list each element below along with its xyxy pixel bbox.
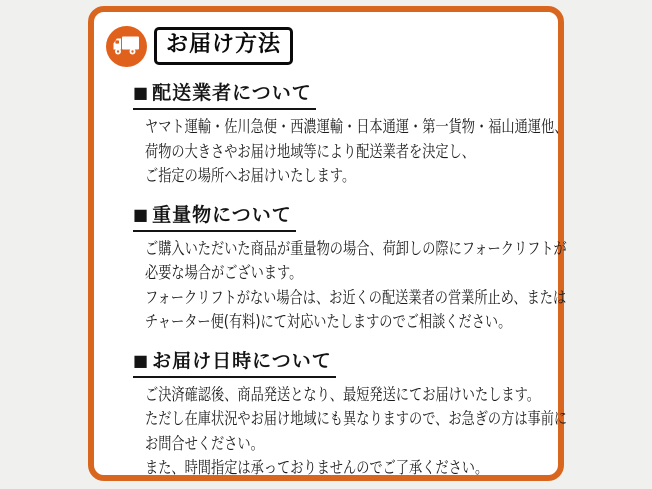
- delivery-info-panel: [88, 6, 568, 481]
- square-bullet-icon: ■: [133, 83, 150, 102]
- section-delivery-schedule-body: [145, 383, 568, 481]
- section-carriers: [133, 78, 568, 189]
- truck-icon: [106, 26, 147, 67]
- section-heavy-items-heading: [133, 200, 296, 232]
- section-carriers-heading: [133, 78, 316, 110]
- body-line: ご購入いただいた商品が重量物の場合、荷卸しの際にフォークリフトが: [145, 238, 567, 258]
- square-bullet-icon: ■: [133, 204, 150, 224]
- square-bullet-icon: ■: [133, 350, 150, 370]
- section-delivery-schedule: [133, 346, 568, 481]
- body-line: お問合せください。: [145, 433, 264, 453]
- body-line: ただし在庫状況やお届け地域にも異なりますので、お急ぎの方は事前に: [145, 409, 568, 428]
- body-line: ご決済確認後、商品発送となり、最短発送にてお届けいたします。: [145, 384, 540, 404]
- section-heading-text: 配送業者について: [152, 82, 312, 104]
- body-line: また、時間指定は承っておりませんのでご了承ください。: [145, 458, 489, 477]
- section-heading-text: 重量物について: [152, 203, 292, 226]
- body-line: チャーター便(有料)にて対応いたしますのでご相談ください。: [145, 312, 512, 331]
- body-line: フォークリフトがない場合は、お近くの配送業者の営業所止め、または: [145, 287, 567, 307]
- panel-header: [106, 25, 542, 67]
- body-line: 荷物の大きさやお届け地域等により配送業者を決定し、: [145, 141, 475, 161]
- section-heading-text: お届け日時について: [152, 349, 332, 372]
- section-delivery-schedule-heading: [133, 346, 336, 378]
- body-line: 必要な場合がございます。: [145, 263, 303, 282]
- section-heavy-items: [133, 200, 567, 335]
- body-line: ご指定の場所へお届けいたします。: [145, 166, 356, 185]
- section-carriers-body: [145, 115, 568, 189]
- section-heavy-items-body: [145, 237, 567, 335]
- page-title: お届け方法: [154, 27, 293, 65]
- body-line: ヤマト運輸・佐川急便・西濃運輸・日本通運・第一貨物・福山通運他、: [145, 117, 568, 136]
